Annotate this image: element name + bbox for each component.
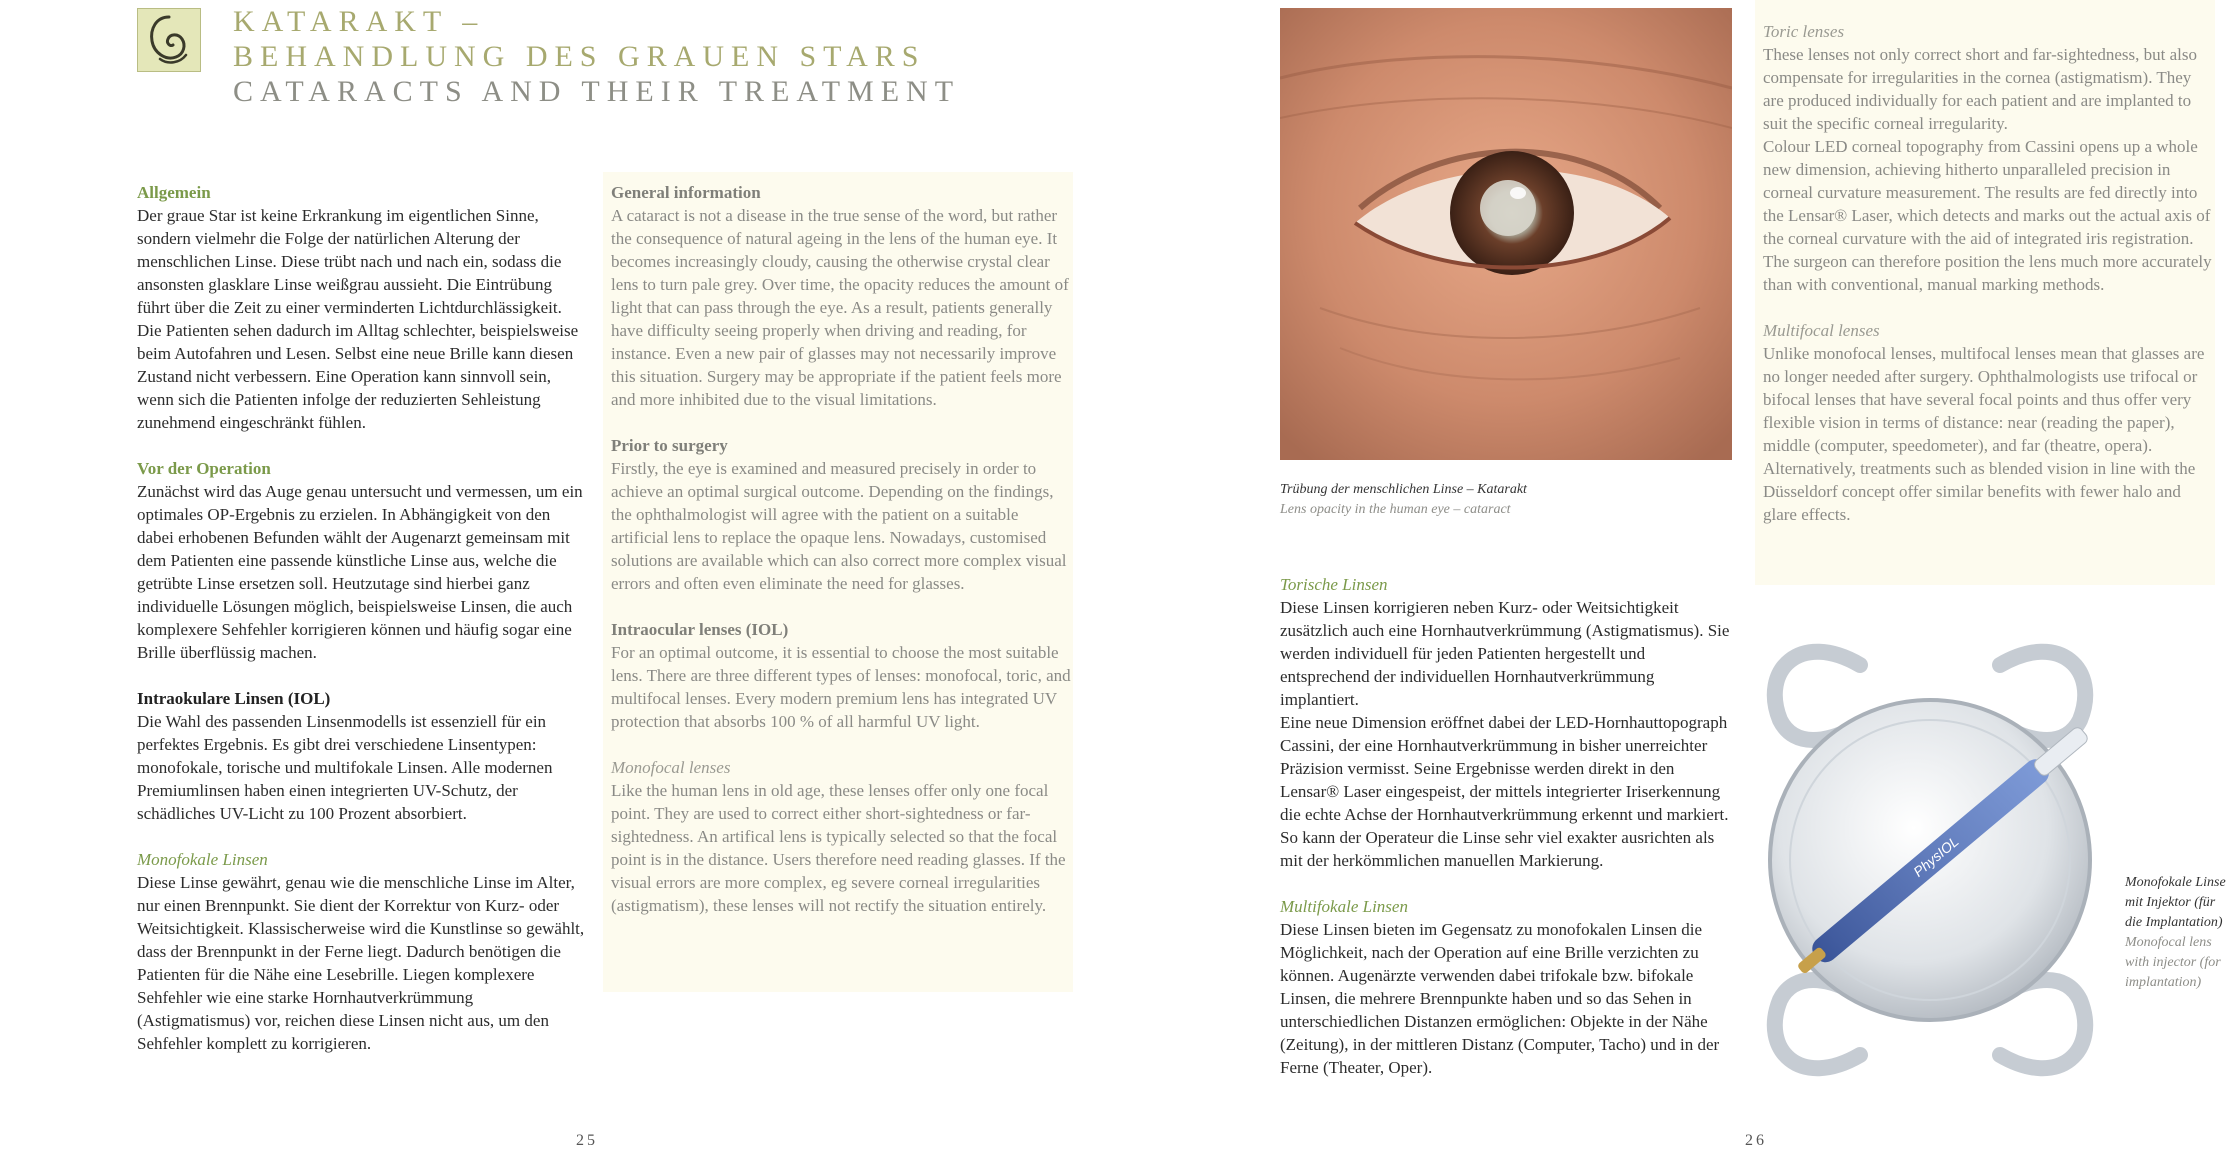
heading-intraocular-lenses: Intraocular lenses (IOL) <box>611 620 789 639</box>
page-number-left: 25 <box>576 1132 598 1149</box>
heading-vor-der-operation: Vor der Operation <box>137 459 271 478</box>
intraocular-lens-icon <box>1740 610 2120 1110</box>
brand-logo <box>137 8 201 72</box>
heading-torische-linsen: Torische Linsen <box>1280 575 1388 594</box>
paragraph-intraocular-lenses: For an optimal outcome, it is essential to choose the most suitable lens. There are three different types of lenses: monofocal, toric, and multifocal lenses. Every modern premium lens has integrated UV protection that absorbs 100 % of all harmful UV light. <box>611 643 1071 731</box>
eye-image <box>1280 8 1732 460</box>
page-number-right: 26 <box>1745 1132 1767 1149</box>
lens-caption-german: Monofokale Linse mit Injektor (für die Implantation) <box>2125 875 2226 930</box>
paragraph-monofokale-linsen: Diese Linse gewährt, genau wie die menschliche Linse im Alter, nur einen Brennpunkt. Sie dient der Korrektur von Kurz- oder Weitsichtigkeit. Klassischerweise wird die Kunstlinse so gewählt, dass der Brennpunkt in der Ferne liegt. Dadurch benötigen die Patienten für die Nähe eine Lesebrille. Liegen komplexere Sehfehler wie eine starke Hornhautverkrümmung (Astigmatismus) vor, reichen diese Linsen nicht aus, um den Sehfehler komplett zu korrigieren. <box>137 873 585 1053</box>
eye-caption-german: Trübung der menschlichen Linse – Katarakt <box>1280 482 1527 497</box>
title-line-2: BEHANDLUNG DES GRAUEN STARS <box>233 40 926 73</box>
paragraph-allgemein: Der graue Star ist keine Erkrankung im eigentlichen Sinne, sondern vielmehr die Folge der natürlichen Alterung der menschlichen Linse. Diese trübt nach und nach ein, sodass die ansonsten glasklare Linse weißgrau aussieht. Die Eintrübung führt über die Zeit zu einer verminderten Lichtdurchlässigkeit. Die Patienten sehen dadurch im Alltag schlechter, beispielsweise beim Autofahren und Lesen. Selbst eine neue Brille kann diesen Zustand nicht verbessern. Eine Operation kann sinnvoll sein, wenn sich die Patienten infolge der reduzierten Sehleistung zunehmend eingeschränkt fühlen. <box>137 206 579 432</box>
title-line-3: CATARACTS AND THEIR TREATMENT <box>233 75 961 108</box>
paragraph-prior-to-surgery: Firstly, the eye is examined and measured precisely in order to achieve an optimal surgical outcome. Depending on the findings, the ophthalmologist will agree with the patient on a suitable artificial lens to replace the opaque lens. Nowadays, customised solutions are available which can also correct more complex visual errors and often even eliminate the need for glasses. <box>611 459 1067 593</box>
lens-injector-image <box>1740 610 2120 1110</box>
heading-multifokale-linsen: Multifokale Linsen <box>1280 897 1408 916</box>
title-line-1: KATARAKT – <box>233 5 485 38</box>
column-english-left <box>603 172 1073 992</box>
eye-caption-english: Lens opacity in the human eye – cataract <box>1280 502 1511 517</box>
paragraph-multifocal-lenses-1: Unlike monofocal lenses, multifocal lenses mean that glasses are no longer needed after surgery. Ophthalmologists use trifocal or bifocal lenses that have several focal points and thus offer very flexible vision in terms of distance: near (reading the paper), middle (computer, speedometer), and far (theatre, opera). <box>1763 344 2205 455</box>
paragraph-torische-linsen-1: Diese Linsen korrigieren neben Kurz- oder Weitsichtigkeit zusätzlich auch eine Hornhautverkrümmung (Astigmatismus). Sie werden individuell für jeden Patienten hergestellt und entsprechend der individuellen Hornhautverkrümmung implantiert. <box>1280 598 1730 709</box>
column-german-left <box>137 181 589 1055</box>
paragraph-toric-lenses-1: These lenses not only correct short and far-sightedness, but also compensate for irregularities in the cornea (astigmatism). They are produced individually for each patient and are implanted to suit the specific corneal irregularity. <box>1763 45 2197 133</box>
column-english-right <box>1755 0 2215 585</box>
eye-caption <box>1280 480 1732 520</box>
heading-monofocal-lenses: Monofocal lenses <box>611 758 731 777</box>
paragraph-torische-linsen-2: Eine neue Dimension eröffnet dabei der LED-Hornhauttopograph Cassini, der eine Hornhautverkrümmung in bisher unerreichter Präzision vermisst. Seine Ergebnisse werden direkt in den Lensar® Laser eingespeist, der mittels integrierter Iriserkennung die echte Achse der Hornhautverkrümmung erkennt und markiert. So kann der Operateur die Linse sehr viel exakter ausrichten als mit der herkömmlichen manuellen Markierung. <box>1280 713 1729 870</box>
lens-caption <box>2125 873 2230 993</box>
paragraph-monofocal-lenses: Like the human lens in old age, these lenses offer only one focal point. They are used to correct either short-sightedness or far-sightedness. An artifical lens is typically selected so that the focal point is in the distance. Users therefore need reading glasses. If the visual errors are more complex, eg severe corneal irregularities (astigmatism), these lenses will not rectify the situation entirely. <box>611 781 1066 915</box>
heading-toric-lenses: Toric lenses <box>1763 22 1845 41</box>
injector-label: PhysIOL <box>1910 832 1962 880</box>
lens-caption-english: Monofocal lens with injector (for implantation) <box>2125 935 2221 990</box>
heading-prior-to-surgery: Prior to surgery <box>611 436 728 455</box>
column-german-right <box>1280 573 1730 1079</box>
heading-monofokale-linsen: Monofokale Linsen <box>137 850 268 869</box>
paragraph-intraokulare-linsen: Die Wahl des passenden Linsenmodells ist essenziell für ein perfektes Ergebnis. Es gibt drei verschiedene Linsentypen: monofokale, torische und multifokale Linsen. Alle modernen Premiumlinsen haben einen integrierten UV-Schutz, der schädliches UV-Licht zu 100 Prozent absorbiert. <box>137 712 553 823</box>
paragraph-multifokale-linsen: Diese Linsen bieten im Gegensatz zu monofokalen Linsen die Möglichkeit, nach der Operation auf eine Brille verzichten zu können. Augenärzte verwenden dabei trifokale bzw. bifokale Linsen, die mehrere Brennpunkte haben und so das Sehen in unterschiedlichen Distanzen ermöglichen: Objekte in der Nähe (Zeitung), in der mittleren Distanz (Computer, Tacho) und in der Ferne (Theater, Oper). <box>1280 920 1720 1077</box>
paragraph-toric-lenses-2: Colour LED corneal topography from Cassini opens up a whole new dimension, achieving hitherto unparalleled precision in corneal curvature measurement. The results are fed directly into the Lensar® Laser, which detects and marks out the actual axis of the corneal curvature with the aid of integrated iris registration. The surgeon can therefore position the lens much more accurately than with conventional, manual marking methods. <box>1763 137 2212 294</box>
paragraph-vor-der-operation: Zunächst wird das Auge genau untersucht und vermessen, um ein optimales OP-Ergebnis zu erzielen. In Abhängigkeit von den dabei erhobenen Befunden wählt der Augenarzt gemeinsam mit dem Patienten eine passende künstliche Linse aus, welche die getrübte Linse ersetzen soll. Heutzutage sind hierbei ganz individuelle Lösungen möglich, beispielsweise Linsen, die auch komplexere Sehfehler korrigieren können und häufig sogar eine Brille überflüssig machen. <box>137 482 583 662</box>
paragraph-multifocal-lenses-2: Alternatively, treatments such as blended vision in line with the Düsseldorf concept offer similar benefits with fewer halo and glare effects. <box>1763 459 2196 524</box>
cataract-eye-photo <box>1280 8 1732 460</box>
heading-allgemein: Allgemein <box>137 183 211 202</box>
heading-multifocal-lenses: Multifocal lenses <box>1763 321 1880 340</box>
paragraph-general-information: A cataract is not a disease in the true sense of the word, but rather the consequence of natural ageing in the lens of the human eye. It becomes increasingly cloudy, causing the otherwise crystal clear lens to turn pale grey. Over time, the opacity reduces the amount of light that can pass through the eye. As a result, patients generally have difficulty seeing properly when driving and reading, for instance. Even a new pair of glasses may not necessarily improve this situation. Surgery may be appropriate if the patient feels more and more inhibited due to the visual limitations. <box>611 206 1069 409</box>
eye-swirl-icon <box>138 9 200 71</box>
page-title <box>233 4 960 109</box>
heading-intraokulare-linsen: Intraokulare Linsen (IOL) <box>137 689 331 708</box>
heading-general-information: General information <box>611 183 761 202</box>
